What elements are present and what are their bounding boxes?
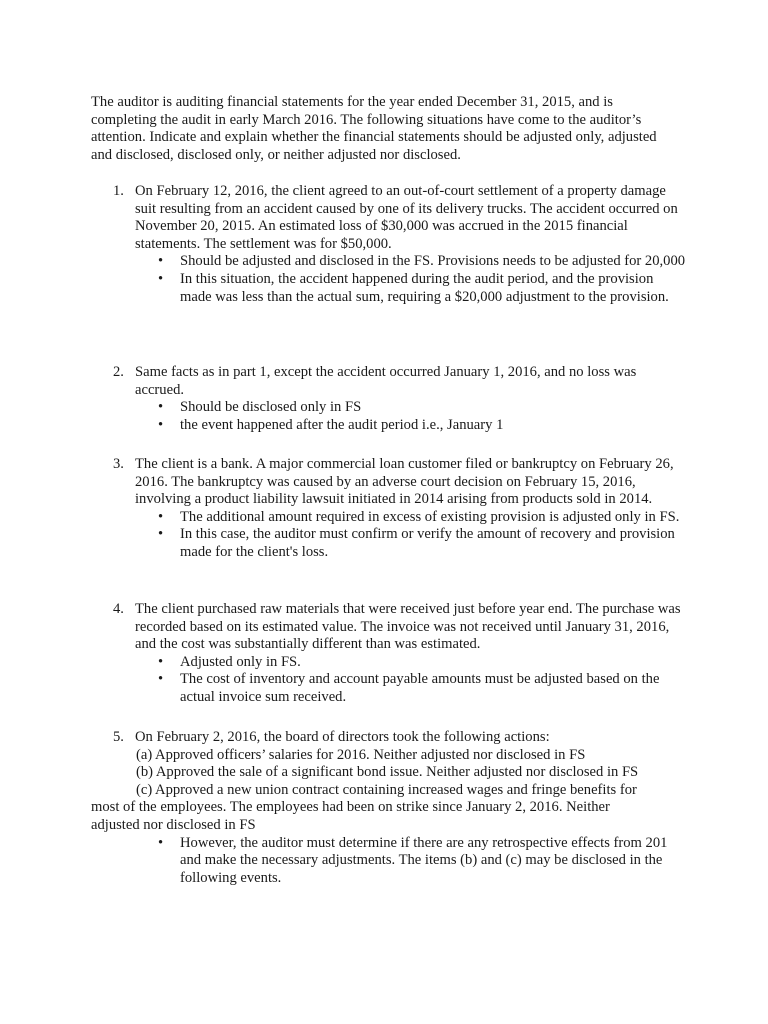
item-number: 2. bbox=[113, 364, 124, 380]
item-number: 3. bbox=[113, 456, 124, 472]
bullet-text: Should be disclosed only in FS bbox=[180, 399, 362, 416]
bullet-item bbox=[158, 671, 688, 706]
list-item bbox=[91, 729, 691, 887]
item-number: 5. bbox=[113, 729, 124, 745]
bullet-item bbox=[158, 508, 688, 527]
bullet-text: The additional amount required in excess of existing provision is adjusted only in FS. bbox=[180, 508, 680, 525]
bullet-item bbox=[158, 416, 688, 435]
item-text: On February 12, 2016, the client agreed to an out-of-court settlement of a property damage suit resulting from an accident caused by one of its delivery trucks. The accident occurred on November 20, 2015. An estimated loss of $30,000 was accrued in the 2015 financial statements. The settlement was for $50,000. bbox=[135, 183, 678, 252]
bullet-text: In this case, the auditor must confirm or verify the amount of recovery and provision made for the client's loss. bbox=[180, 526, 675, 560]
bullet-text: In this situation, the accident happened during the audit period, and the provision made was less than the actual sum, requiring a $20,000 adjustment to the provision. bbox=[180, 270, 669, 305]
bullet-item bbox=[158, 653, 688, 672]
bullet-icon: • bbox=[158, 653, 164, 670]
sub-item-c-text: (c) Approved a new union contract containing increased wages and fringe benefits for most of the employees. The employees had been on strike since January 2, 2016. Neither adjusted nor disclosed in FS bbox=[91, 781, 637, 833]
bullet-icon: • bbox=[158, 416, 164, 433]
sub-item-b: (b) Approved the sale of a significant bond issue. Neither adjusted nor disclosed in FS bbox=[136, 764, 639, 781]
bullet-icon: • bbox=[158, 399, 164, 416]
intro-paragraph: The auditor is auditing financial statements for the year ended December 31, 2015, and is completing the audit in early March 2016. The following situations have come to the auditor’s attention. Indicate and explain whether the financial statements should be adjusted only, adjusted and disclosed, disclosed only, or neither adjusted nor disclosed. bbox=[91, 94, 657, 163]
item-number: 4. bbox=[113, 601, 124, 617]
item-text: The client is a bank. A major commercial loan customer filed or bankruptcy on February 26, 2016. The bankruptcy was caused by an adverse court decision on February 15, 2016, involving a product liability lawsuit initiated in 2014 arising from products sold in 2014. bbox=[135, 456, 674, 508]
bullet-item bbox=[158, 526, 688, 561]
bullet-text: the event happened after the audit period i.e., January 1 bbox=[180, 416, 504, 433]
list-item bbox=[91, 183, 691, 306]
bullet-item bbox=[158, 399, 688, 417]
item-text: The client purchased raw materials that were received just before year end. The purchase was recorded based on its estimated value. The invoice was not received until January 31, 2016, and the cost was substantially different than was estimated. bbox=[135, 601, 681, 653]
bullet-text: The cost of inventory and account payable amounts must be adjusted based on the actual invoice sum received. bbox=[180, 671, 660, 705]
list-item bbox=[91, 601, 691, 707]
bullet-icon: • bbox=[158, 526, 164, 543]
list-item bbox=[91, 364, 691, 434]
sub-item-a: (a) Approved officers’ salaries for 2016. Neither adjusted nor disclosed in FS bbox=[136, 746, 586, 763]
list-item bbox=[91, 456, 691, 562]
bullet-item bbox=[158, 253, 688, 271]
item-number: 1. bbox=[113, 183, 124, 199]
bullet-icon: • bbox=[158, 253, 164, 270]
bullet-text: Should be adjusted and disclosed in the FS. Provisions needs to be adjusted for 20,000 bbox=[180, 253, 686, 270]
bullet-item bbox=[158, 834, 688, 888]
bullet-item bbox=[158, 270, 688, 306]
sub-item-c bbox=[91, 782, 661, 835]
bullet-text: However, the auditor must determine if there are any retrospective effects from 201 and make the necessary adjustments. The items (b) and (c) may be disclosed in the following events. bbox=[180, 834, 668, 886]
item-text: Same facts as in part 1, except the accident occurred January 1, 2016, and no loss was accrued. bbox=[135, 364, 637, 398]
bullet-icon: • bbox=[158, 508, 164, 525]
bullet-icon: • bbox=[158, 834, 164, 851]
bullet-icon: • bbox=[158, 270, 164, 287]
bullet-text: Adjusted only in FS. bbox=[180, 653, 301, 670]
bullet-icon: • bbox=[158, 671, 164, 688]
item-text: On February 2, 2016, the board of directors took the following actions: bbox=[135, 729, 550, 745]
